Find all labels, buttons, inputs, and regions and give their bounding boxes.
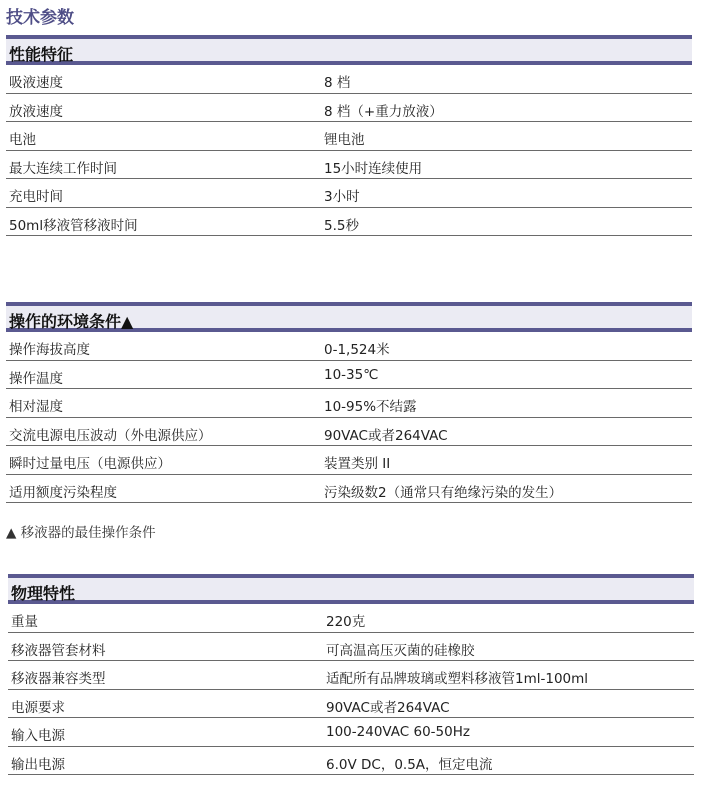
table-row (6, 208, 692, 237)
section-physical (8, 574, 694, 775)
page-title: 技术参数 (6, 8, 74, 28)
row-value: 90VAC或者264VAC (326, 699, 450, 716)
row-value: 100-240VAC 60-50Hz (326, 724, 470, 740)
row-label: 最大连续工作时间 (9, 160, 117, 177)
row-value: 3小时 (324, 189, 360, 205)
section-title: 操作的环境条件▲ (9, 312, 134, 331)
table-row (6, 65, 692, 94)
row-label: 输入电源 (11, 728, 65, 744)
section-header (8, 574, 694, 604)
row-value: 锂电池 (324, 132, 365, 148)
table-row (8, 633, 694, 662)
table-row (6, 151, 692, 180)
row-label: 移液器兼容类型 (11, 671, 106, 687)
table-row (8, 604, 694, 633)
row-label: 操作海拔高度 (9, 342, 90, 358)
table-row (6, 446, 692, 475)
table-row (6, 418, 692, 447)
section-environment (6, 302, 692, 503)
row-label: 吸液速度 (9, 75, 63, 91)
row-value: 15小时连续使用 (324, 160, 423, 177)
table-row (6, 332, 692, 361)
row-label: 输出电源 (11, 756, 65, 773)
row-label: 充电时间 (9, 189, 63, 205)
row-value: 5.5秒 (324, 217, 359, 234)
row-value: 90VAC或者264VAC (324, 427, 448, 444)
row-value: 10-35℃ (324, 366, 379, 383)
table-row (8, 661, 694, 690)
row-label: 50ml移液管移液时间 (9, 217, 138, 234)
table-row (8, 718, 694, 747)
row-label: 移液器管套材料 (11, 642, 106, 659)
row-value: 装置类别 II (324, 456, 391, 472)
section-header (6, 35, 692, 65)
row-label: 相对湿度 (9, 399, 63, 415)
row-label: 瞬时过量电压（电源供应） (9, 456, 171, 472)
table-row (6, 179, 692, 208)
table-row (6, 361, 692, 390)
row-value: 6.0V DC，0.5A，恒定电流 (326, 756, 493, 773)
row-value: 适配所有品牌玻璃或塑料移液管1ml-100ml (326, 671, 589, 687)
section-title: 物理特性 (11, 584, 76, 603)
row-label: 交流电源电压波动（外电源供应） (9, 427, 212, 444)
table-row (8, 747, 694, 776)
footnote: ▲ 移液器的最佳操作条件 (6, 525, 156, 541)
row-label: 适用额度污染程度 (9, 484, 117, 501)
section-performance (6, 35, 692, 236)
row-value: 8 档（+重力放液） (324, 103, 443, 120)
row-label: 电池 (9, 132, 36, 148)
row-label: 放液速度 (9, 103, 63, 120)
row-value: 10-95%不结露 (324, 399, 417, 415)
row-value: 污染级数2（通常只有绝缘污染的发生） (324, 484, 563, 501)
table-row (6, 94, 692, 123)
table-row (8, 690, 694, 719)
row-value: 220克 (326, 614, 366, 630)
row-value: 8 档 (324, 75, 351, 91)
row-value: 0-1,524米 (324, 342, 390, 358)
row-value: 可高温高压灭菌的硅橡胶 (326, 642, 475, 659)
section-title: 性能特征 (9, 45, 74, 64)
table-row (6, 389, 692, 418)
row-label: 电源要求 (11, 699, 65, 716)
row-label: 操作温度 (9, 370, 63, 387)
section-header (6, 302, 692, 332)
row-label: 重量 (11, 614, 38, 630)
table-row (6, 475, 692, 504)
table-row (6, 122, 692, 151)
